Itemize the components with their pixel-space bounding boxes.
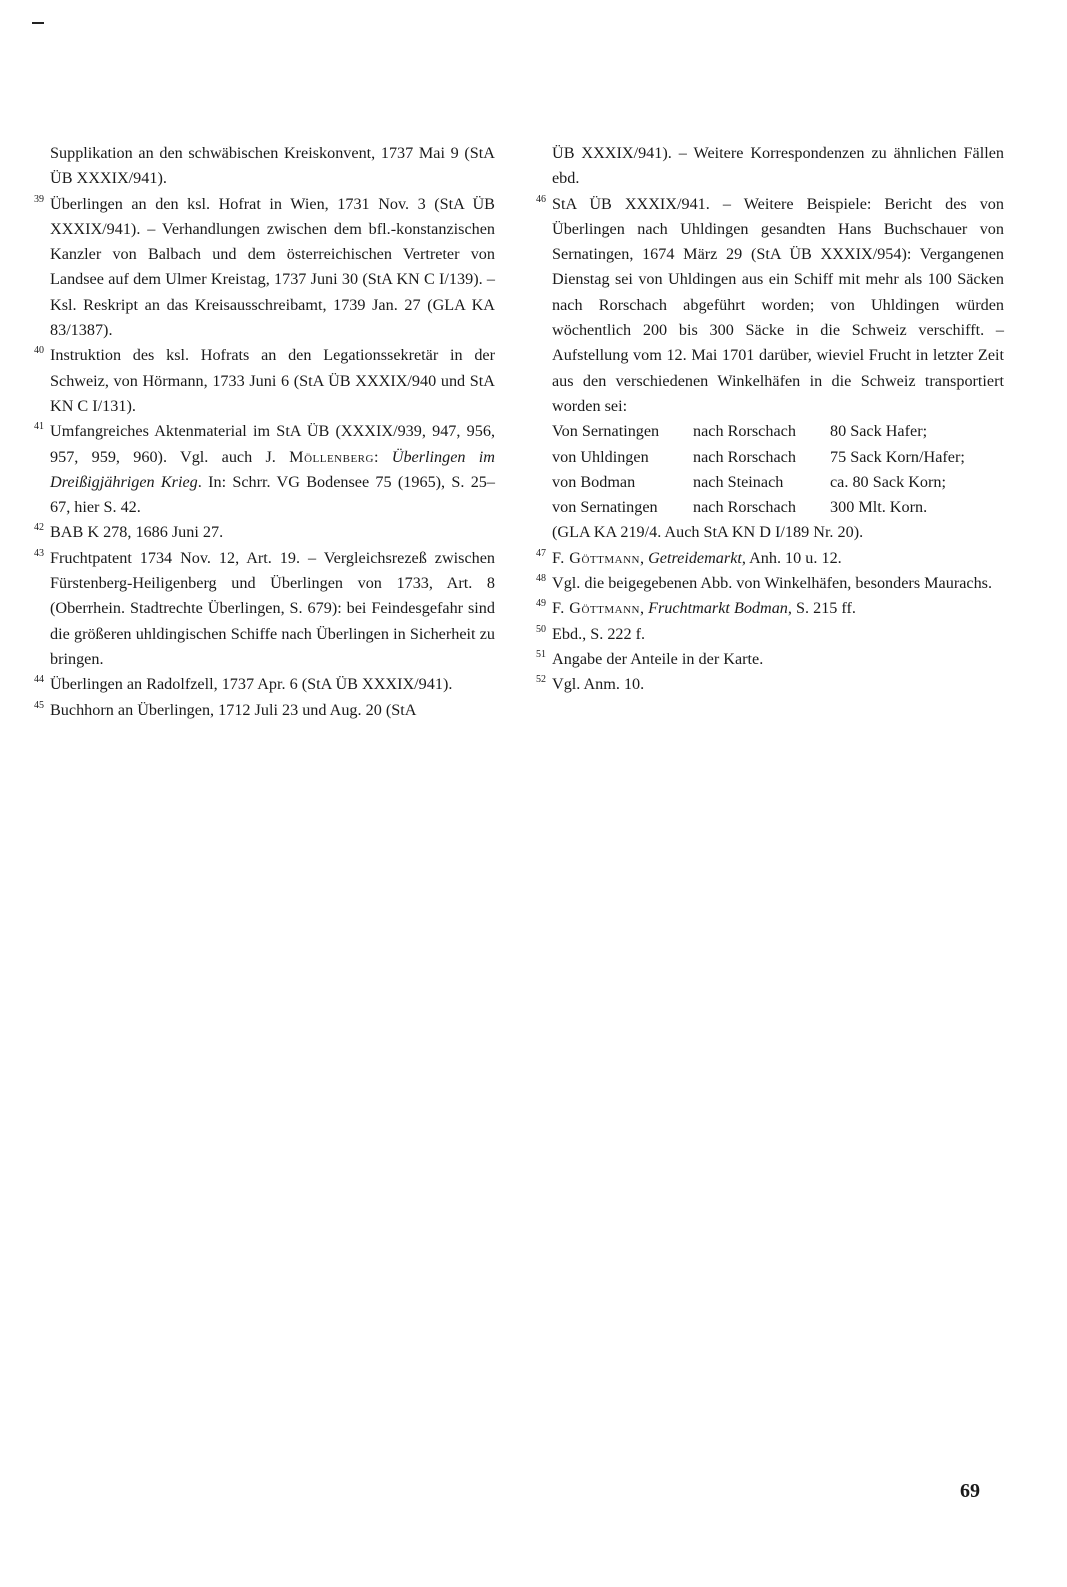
header-dash xyxy=(32,22,44,24)
shipment-to: nach Rorschach xyxy=(693,422,796,441)
footnote-47 xyxy=(536,546,1004,571)
table-row xyxy=(552,495,965,520)
shipment-amount: 80 Sack Hafer; xyxy=(830,422,928,441)
footnote-number: 42 xyxy=(34,522,44,534)
footnote-text: Buchhorn an Überlingen, 1712 Juli 23 und Aug. 20 (StA xyxy=(50,700,417,719)
footnote-39 xyxy=(34,192,495,344)
table-row xyxy=(552,419,965,444)
footnote-text: Instruktion des ksl. Hofrats an den Legationssekretär in der Schweiz, von Hörmann, 1733 Juni 6 (StA ÜB XXXIX/940 und StA KN C I/131). xyxy=(50,346,495,415)
footnote-number: 52 xyxy=(536,674,546,686)
footnote-text: Supplikation an den schwäbischen Kreiskonvent, 1737 Mai 9 (StA ÜB XXXIX/941). xyxy=(50,144,495,188)
footnote-43 xyxy=(34,546,495,672)
footnote-text xyxy=(50,419,495,520)
footnote-52 xyxy=(536,672,1004,697)
footnote-44 xyxy=(34,672,495,697)
footnote-number: 51 xyxy=(536,648,546,660)
footnote-38-continuation xyxy=(50,141,495,192)
footnote-48 xyxy=(536,571,1004,596)
footnote-text: Vgl. die beigegebenen Abb. von Winkelhäfen, besonders Maurachs. xyxy=(552,574,993,593)
footnote-46 xyxy=(536,192,1004,546)
footnote-42 xyxy=(34,520,495,545)
footnote-40 xyxy=(34,343,495,419)
footnote-number: 48 xyxy=(536,573,546,585)
footnote-source: (GLA KA 219/4. Auch StA KN D I/189 Nr. 20). xyxy=(552,523,864,542)
work-title: Überlingen im Dreißigjährigen Krieg xyxy=(50,447,495,491)
footnote-text: F. Göttmann, Fruchtmarkt Bodman, S. 215 ff. xyxy=(552,599,856,618)
footnote-number: 43 xyxy=(34,547,44,559)
footnote-number: 47 xyxy=(536,547,546,559)
footnote-text: Fruchtpatent 1734 Nov. 12, Art. 19. – Vergleichsrezeß zwischen Fürstenberg-Heiligenberg und Überlingen von 1733, Art. 8 (Oberrhein. Stadtrechte Überlingen, S. 679): bei Feindesgefahr sind die größeren uhldingischen Schiffe nach Überlingen in Sicherheit zu bringen. xyxy=(50,548,495,668)
shipment-to: nach Rorschach xyxy=(693,447,796,466)
footnote-45-continuation xyxy=(552,141,1004,192)
shipment-from: Von Sernatingen xyxy=(552,422,660,441)
shipment-from: von Uhldingen xyxy=(552,447,649,466)
table-row xyxy=(552,445,965,470)
shipment-from: von Bodman xyxy=(552,472,636,491)
table-row xyxy=(552,470,965,495)
footnote-number: 45 xyxy=(34,699,44,711)
footnote-number: 40 xyxy=(34,345,44,357)
author-name: F. Göttmann xyxy=(552,548,640,567)
footnote-45 xyxy=(34,698,495,723)
footnote-text: Ebd., S. 222 f. xyxy=(552,624,646,643)
shipment-amount: 300 Mlt. Korn. xyxy=(830,498,928,517)
footnote-text: BAB K 278, 1686 Juni 27. xyxy=(50,523,224,542)
work-title: Getreidemarkt xyxy=(648,548,742,567)
footnote-text: Überlingen an den ksl. Hofrat in Wien, 1731 Nov. 3 (StA ÜB XXXIX/941). – Verhandlungen zwischen dem bfl.-konstanzischen Kanzler von Balbach und dem österreichischen Vertreter von Landsee auf dem Ulmer Kreistag, 1737 Juni 30 (StA KN C I/139). – Ksl. Reskript an das Kreisausschreibamt, 1739 Jan. 27 (GLA KA 83/1387). xyxy=(50,194,495,340)
footnote-text-part: , Anh. 10 u. 12. xyxy=(741,548,842,567)
shipment-amount: 75 Sack Korn/Hafer; xyxy=(830,447,965,466)
page-number: 69 xyxy=(960,1480,980,1502)
shipment-amount: ca. 80 Sack Korn; xyxy=(830,472,946,491)
footnote-number: 46 xyxy=(536,193,546,205)
footnote-text: F. Göttmann, Getreidemarkt, Anh. 10 u. 12. xyxy=(552,548,842,567)
footnote-number: 50 xyxy=(536,623,546,635)
footnote-50 xyxy=(536,622,1004,647)
left-column xyxy=(34,141,495,723)
footnote-text: Vgl. Anm. 10. xyxy=(552,675,645,694)
footnote-41 xyxy=(34,419,495,520)
footnote-text-part: . In: Schrr. VG Bodensee 75 (1965), S. 25–67, hier S. 42. xyxy=(50,472,495,517)
footnote-text: Überlingen an Radolfzell, 1737 Apr. 6 (StA ÜB XXXIX/941). xyxy=(50,675,453,694)
footnote-text-part: : xyxy=(373,447,392,466)
footnote-text: ÜB XXXIX/941). – Weitere Korrespondenzen zu ähnlichen Fällen ebd. xyxy=(552,144,1004,188)
footnote-text: StA ÜB XXXIX/941. – Weitere Beispiele: Bericht des von Überlingen nach Uhldingen gesandten Hans Buchschauer von Sernatingen, 1674 März 29 (StA ÜB XXXIX/954): Vergangenen Dienstag sei von Uhldingen aus ein Schiff mit mehr als 100 Säcken nach Rorschach abgeführt worden; von Uhldingen würden wöchentlich 200 bis 300 Säcke in die Schweiz verschifft. – Aufstellung vom 12. Mai 1701 darüber, wieviel Frucht in letzter Zeit aus den verschiedenen Winkelhäfen in die Schweiz transportiert worden sei: xyxy=(552,194,1004,415)
right-column xyxy=(536,141,1004,698)
footnote-number: 49 xyxy=(536,598,546,610)
footnote-text-part: , S. 215 ff. xyxy=(787,599,856,618)
author-name: F. Göttmann xyxy=(552,599,640,618)
shipment-to: nach Rorschach xyxy=(693,498,796,517)
footnote-number: 39 xyxy=(34,193,44,205)
footnote-49 xyxy=(536,596,1004,621)
footnote-text: Angabe der Anteile in der Karte. xyxy=(552,649,764,668)
footnote-number: 44 xyxy=(34,674,44,686)
footnote-number: 41 xyxy=(34,421,44,433)
footnote-51 xyxy=(536,647,1004,672)
shipment-to: nach Steinach xyxy=(693,472,784,491)
work-title: Fruchtmarkt Bodman xyxy=(648,599,788,618)
footnote-text-part: Umfangreiches Aktenmaterial im StA ÜB (XXXIX/939, 947, 956, 957, 959, 960). Vgl. auch J. xyxy=(50,422,495,466)
author-name: Möllenberg xyxy=(289,447,374,466)
shipment-from: von Sernatingen xyxy=(552,498,658,517)
shipment-table xyxy=(552,419,965,520)
